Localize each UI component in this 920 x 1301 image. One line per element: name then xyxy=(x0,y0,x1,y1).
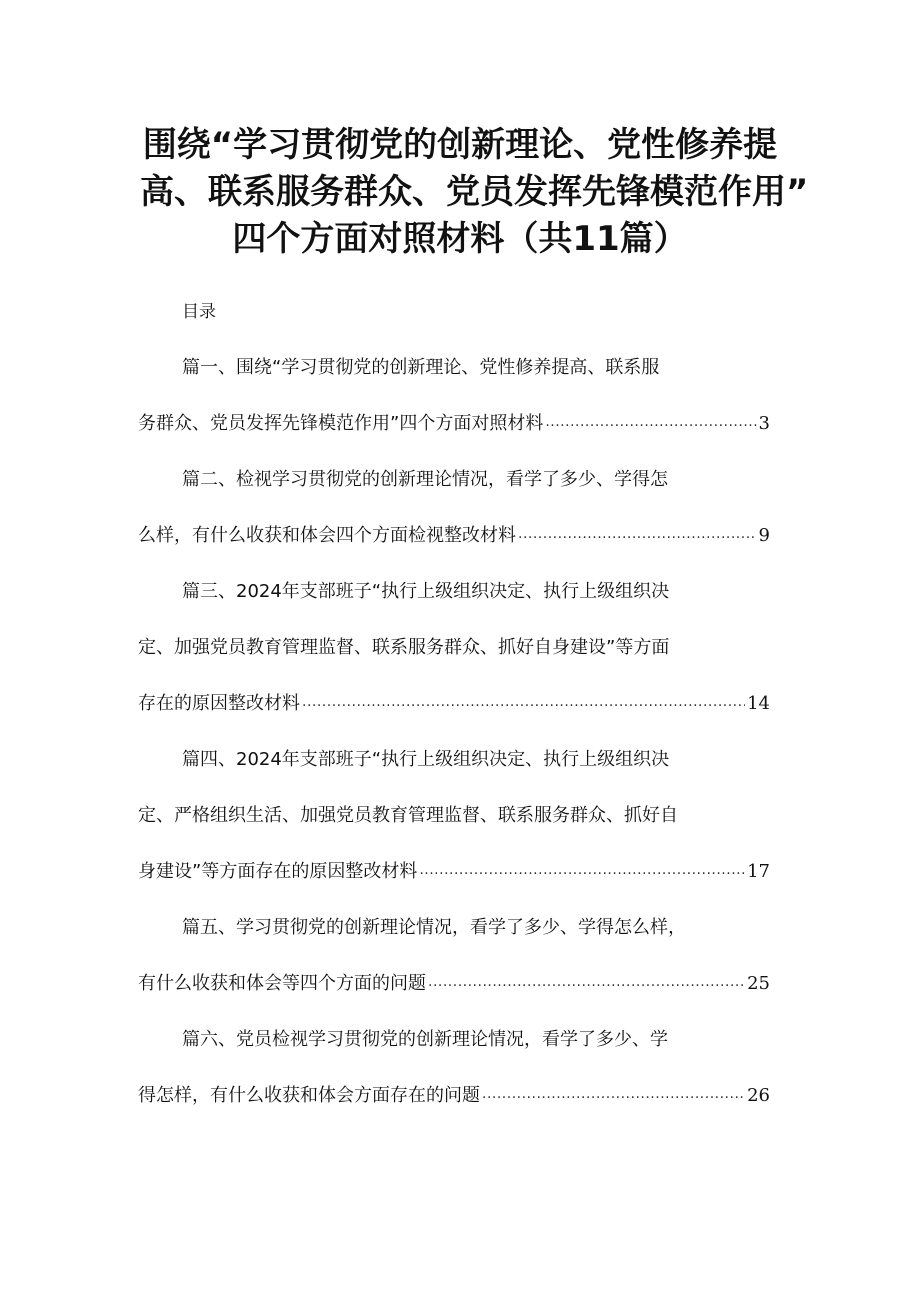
dot-leader xyxy=(482,1082,745,1110)
toc-entry-line xyxy=(138,956,770,1012)
toc-entry-line xyxy=(138,1068,770,1124)
toc-entry-text: 得怎样，有什么收获和体会方面存在的问题 xyxy=(138,1085,480,1106)
toc-entry-line xyxy=(138,452,770,508)
title-line: 高、联系服务群众、党员发挥先锋模范作用” xyxy=(140,172,809,212)
toc-entry-line xyxy=(138,900,770,956)
toc-entry-text: 有什么收获和体会等四个方面的问题 xyxy=(138,973,426,994)
dot-leader xyxy=(518,522,757,550)
toc-entry-text: 篇六、党员检视学习贯彻党的创新理论情况，看学了多少、学 xyxy=(182,1029,668,1050)
toc-entry-text: 篇一、围绕“学习贯彻党的创新理论、党性修养提高、联系服 xyxy=(182,357,660,378)
toc-entry-line xyxy=(138,732,770,788)
toc-entry-text: 篇三、2024年支部班子“执行上级组织决定、执行上级组织决 xyxy=(182,581,670,602)
toc-entry-2[interactable] xyxy=(138,452,770,564)
title-line: 围绕“学习贯彻党的创新理论、党性修养提 xyxy=(142,125,778,165)
toc-label: 目录 xyxy=(182,302,216,322)
toc-page-number: 17 xyxy=(747,861,770,882)
table-of-contents xyxy=(138,340,770,1124)
toc-page-number: 9 xyxy=(758,525,770,546)
title-line: 四个方面对照材料（共11篇） xyxy=(232,219,688,259)
toc-entry-line xyxy=(138,620,770,676)
toc-entry-text: 定、严格组织生活、加强党员教育管理监督、联系服务群众、抓好自 xyxy=(138,805,678,826)
toc-entry-text: 存在的原因整改材料 xyxy=(138,693,300,714)
dot-leader xyxy=(419,858,745,886)
toc-entry-3[interactable] xyxy=(138,564,770,732)
toc-entry-line xyxy=(138,396,770,452)
toc-entry-line xyxy=(138,844,770,900)
toc-entry-line xyxy=(138,676,770,732)
toc-entry-1[interactable] xyxy=(138,340,770,452)
toc-entry-text: 么样，有什么收获和体会四个方面检视整改材料 xyxy=(138,525,516,546)
toc-entry-line xyxy=(138,508,770,564)
toc-entry-line xyxy=(138,564,770,620)
toc-entry-text: 务群众、党员发挥先锋模范作用”四个方面对照材料 xyxy=(138,413,544,434)
toc-entry-line xyxy=(138,788,770,844)
toc-entry-text: 篇五、学习贯彻党的创新理论情况，看学了多少、学得怎么样， xyxy=(182,917,686,938)
toc-entry-6[interactable] xyxy=(138,1012,770,1124)
toc-entry-line xyxy=(138,340,770,396)
toc-entry-text: 篇四、2024年支部班子“执行上级组织决定、执行上级组织决 xyxy=(182,749,670,770)
toc-entry-text: 定、加强党员教育管理监督、联系服务群众、抓好自身建设”等方面 xyxy=(138,637,670,658)
toc-entry-text: 身建设”等方面存在的原因整改材料 xyxy=(138,861,418,882)
toc-page-number: 25 xyxy=(747,973,770,994)
toc-entry-line xyxy=(138,1012,770,1068)
toc-page-number: 14 xyxy=(747,693,770,714)
toc-page-number: 3 xyxy=(758,413,770,434)
toc-entry-5[interactable] xyxy=(138,900,770,1012)
toc-entry-text: 篇二、检视学习贯彻党的创新理论情况，看学了多少、学得怎 xyxy=(182,469,668,490)
document-title xyxy=(140,122,809,263)
toc-entry-4[interactable] xyxy=(138,732,770,900)
dot-leader xyxy=(302,690,745,718)
dot-leader xyxy=(428,970,745,998)
dot-leader xyxy=(545,410,756,438)
toc-page-number: 26 xyxy=(747,1085,770,1106)
